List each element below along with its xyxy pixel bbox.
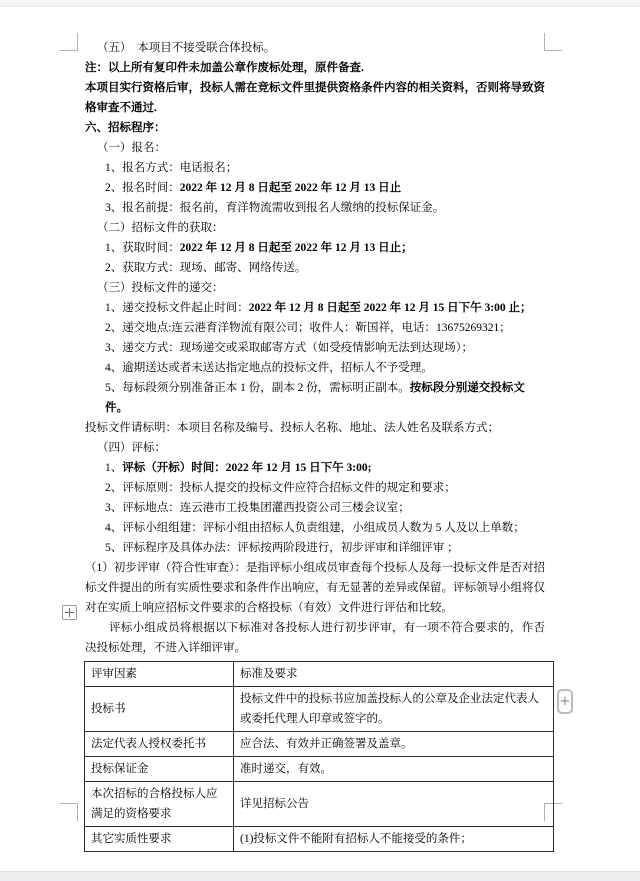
text-run: 4、逾期送达或者未送达指定地点的投标文件，招标人不予受理。: [105, 362, 433, 374]
paragraph: [85, 38, 545, 58]
text-run: （四）评标：: [97, 442, 166, 454]
paragraph: [85, 278, 545, 298]
paragraph: [85, 558, 545, 618]
text-run: 评标小组成员将根据以下标准对各投标人进行初步评审，有一项不符合要求的，作否决投标处理，不进入详细评审。: [85, 622, 545, 654]
text-run: （一）报名：: [97, 142, 166, 154]
table-move-handle[interactable]: [62, 605, 77, 620]
table-header-cell: 标准及要求: [234, 662, 554, 687]
paragraph: [85, 538, 545, 558]
table-cell: 应合法、有效并正确签署及盖章。: [234, 732, 554, 757]
table-cell: 投标保证金: [85, 757, 234, 782]
table-row: [85, 782, 554, 827]
table-cell: 投标文件中的投标书应加盖投标人的公章及企业法定代表人或委托代理人印章或签字的。: [234, 687, 554, 732]
paragraph: [85, 338, 545, 358]
text-run: 3、报名前提：报名前，育洋物流需收到报名人缴纳的投标保证金。: [105, 202, 445, 214]
table-cell: 投标书: [85, 687, 234, 732]
text-run: 2、报名时间：: [105, 182, 180, 194]
paragraph: [85, 318, 545, 338]
table-cell: 法定代表人授权委托书: [85, 732, 234, 757]
table-row: [85, 827, 554, 852]
table-cell: 准时递交，有效。: [234, 757, 554, 782]
page-gap-top: [0, 0, 640, 7]
text-run: 2022 年 12 月 8 日起至 2022 年 12 月 15 日下午 3:00 止；: [248, 302, 532, 314]
move-cross-icon: [65, 608, 74, 617]
paragraph: [85, 438, 545, 458]
paragraph: [85, 618, 545, 658]
paragraph: [85, 138, 545, 158]
paragraph: [85, 158, 545, 178]
text-run: 六、招标程序：: [85, 122, 166, 134]
text-run: 5、评标程序及具体办法：评标按两阶段进行，初步评审和详细评审 ；: [105, 542, 459, 554]
review-criteria-table: [84, 661, 554, 852]
paragraph: [85, 218, 545, 238]
paragraph: [85, 458, 545, 478]
paragraph: [85, 198, 545, 218]
text-run: 1、获取时间：: [105, 242, 180, 254]
plus-icon: +: [559, 694, 571, 709]
text-run: 评标（开标）时间：2022 年 12 月 15 日下午 3:00;: [122, 462, 372, 474]
paragraph: [85, 378, 545, 418]
text-run: 4、评标小组组建：评标小组由招标人负责组建，小组成员人数为 5 人及以上单数；: [105, 522, 525, 534]
paragraph: [85, 478, 545, 498]
crop-mark-bottom-left: [60, 803, 78, 821]
text-run: 投标文件请标明：本项目名称及编号、投标人名称、地址、法人姓名及联系方式；: [85, 422, 499, 434]
text-run: 注：以上所有复印件未加盖公章作废标处理，原件备查.: [85, 62, 364, 74]
text-run: （三）投标文件的递交：: [97, 282, 224, 294]
paragraph: [85, 358, 545, 378]
text-run: （二）招标文件的获取：: [97, 222, 224, 234]
paragraph: [85, 118, 545, 138]
paragraph: [85, 178, 545, 198]
text-run: 2022 年 12 月 8 日起至 2022 年 12 月 13 日止: [179, 182, 402, 194]
table-plus-button[interactable]: [557, 689, 573, 714]
text-run: 1、报名方式：电话报名；: [105, 162, 238, 174]
table-header-cell: 评审因素: [85, 662, 234, 687]
document-page: [85, 38, 545, 852]
table-cell: 详见招标公告: [234, 782, 554, 827]
document-body: [85, 38, 545, 658]
table-row: [85, 732, 554, 757]
text-run: 2、评标原则：投标人提交的投标文件应符合招标文件的规定和要求；: [105, 482, 456, 494]
crop-mark-top-left: [60, 33, 78, 51]
text-run: 2、递交地点:连云港育洋物流有限公司；收件人：靳国祥，电话：13675269321；: [105, 322, 511, 334]
table-row: [85, 757, 554, 782]
text-run: 1、递交投标文件起止时间：: [105, 302, 249, 314]
text-run: 本项目实行资格后审，投标人需在竞标文件里提供资格条件内容的相关资料，否则将导致资格审查不通过.: [85, 82, 545, 114]
table-cell: (1)投标文件不能附有招标人不能接受的条件；: [234, 827, 554, 852]
paragraph: [85, 418, 545, 438]
text-run: 2、获取方式：现场、邮寄、网络传送。: [105, 262, 307, 274]
paragraph: [85, 238, 545, 258]
paragraph: [85, 58, 545, 78]
text-run: 1、: [105, 462, 123, 474]
text-run: （五） 本项目不接受联合体投标。: [97, 42, 276, 54]
table-cell: 其它实质性要求: [85, 827, 234, 852]
paragraph: [85, 518, 545, 538]
paragraph: [85, 298, 545, 318]
paragraph: [85, 78, 545, 118]
text-run: 2022 年 12 月 8 日起至 2022 年 12 月 13 日止；: [179, 242, 413, 254]
text-run: （1）初步评审（符合性审查）：是指评标小组成员审查每个投标人及每一投标文件是否对招标文件提出的所有实质性要求和条件作出响应，有无显著的差异或保留。评标领导小组将仅对在实质上响应招标文件要求的合格投标（有效）文件进行评估和比较。: [85, 562, 545, 614]
paragraph: [85, 258, 545, 278]
paragraph: [85, 498, 545, 518]
text-run: 5、每标段须分别准备正本 1 份，副本 2 份，需标明正副本。: [105, 382, 410, 394]
text-run: 3、递交方式：现场递交或采取邮寄方式（如受疫情影响无法到达现场）；: [105, 342, 473, 354]
text-run: 3、评标地点：连云港市工投集团灌西投资公司三楼会议室；: [105, 502, 410, 514]
table-cell: 本次招标的合格投标人应满足的资格要求: [85, 782, 234, 827]
review-table-body: [85, 662, 554, 852]
table-header-row: [85, 662, 554, 687]
crop-mark-top-right: [544, 33, 562, 51]
table-row: [85, 687, 554, 732]
text-run: 按标段分别递交投标文件。: [105, 382, 525, 414]
